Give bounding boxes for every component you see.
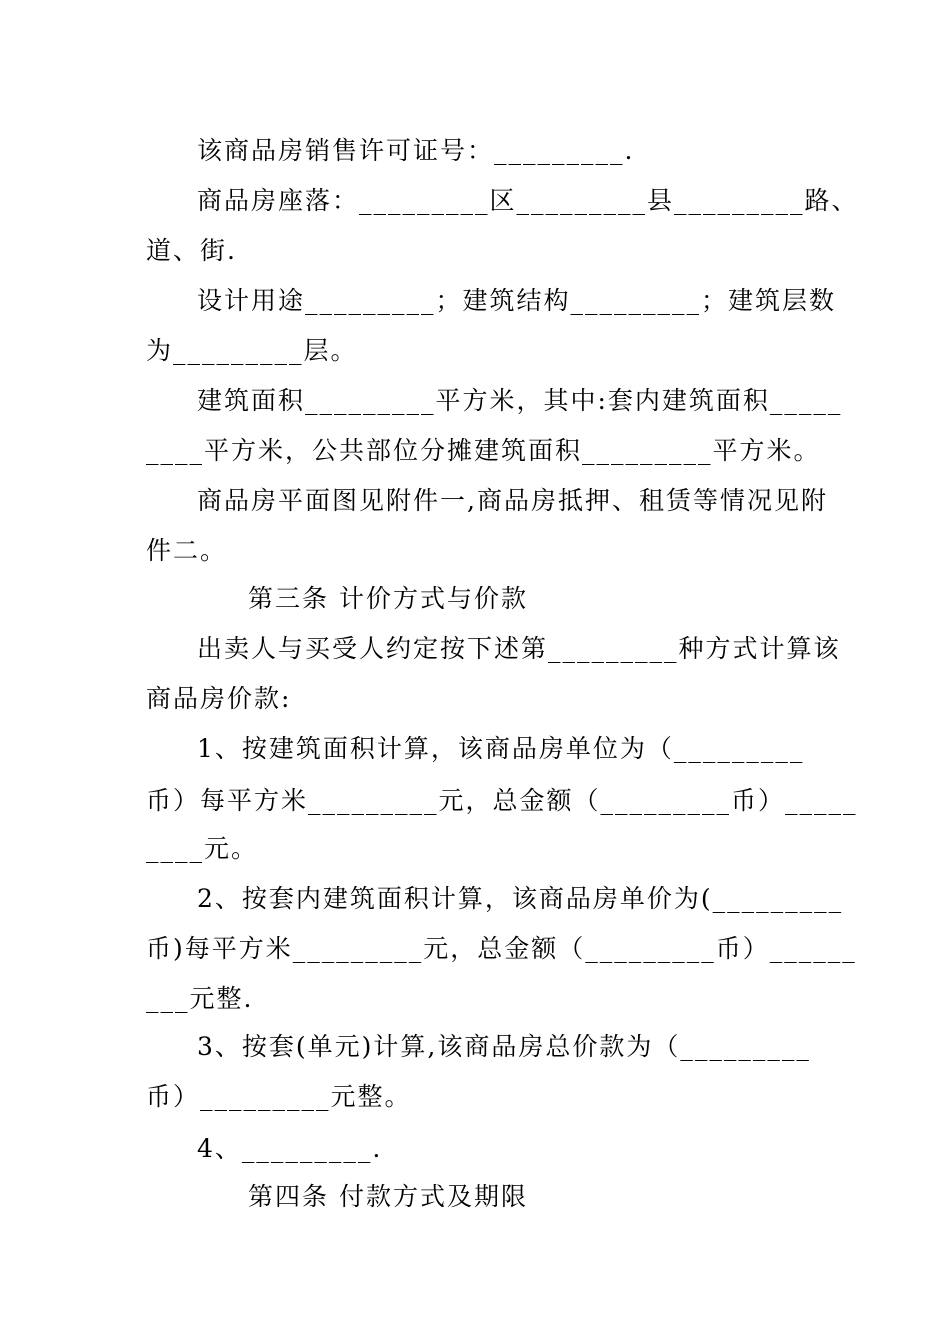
location-line: 商品房座落：_________区_________县_________路、 — [197, 186, 859, 215]
attachment-line: 商品房平面图见附件一,商品房抵押、租赁等情况见附 — [197, 486, 828, 515]
attachment-line-cont: 件二。 — [146, 536, 228, 565]
method-3-line-cont: 币）_________元整。 — [146, 1082, 412, 1111]
method-2-line-end: ___元整. — [146, 984, 254, 1013]
pricing-method-line-cont: 商品房价款: — [146, 684, 292, 713]
location-line-cont: 道、街. — [146, 236, 237, 265]
design-use-line-cont: 为_________层。 — [146, 336, 358, 365]
method-1-line-cont: 币）每平方米_________元，总金额（_________币）_____ — [146, 786, 858, 815]
method-1-line: 1、按建筑面积计算，该商品房单位为（_________ — [197, 734, 805, 763]
area-line: 建筑面积_________平方米，其中:套内建筑面积_____ — [197, 386, 843, 415]
method-2-line: 2、按套内建筑面积计算，该商品房单价为(_________ — [197, 884, 844, 913]
method-2-line-cont: 币)每平方米_________元，总金额（_________币）______ — [146, 934, 857, 963]
area-line-cont: ____平方米，公共部位分摊建筑面积_________平方米。 — [146, 436, 821, 465]
method-4-line: 4、_________. — [197, 1134, 383, 1163]
license-number-line: 该商品房销售许可证号：_________. — [197, 136, 635, 165]
article-4-heading: 第四条 付款方式及期限 — [248, 1182, 528, 1211]
design-use-line: 设计用途_________；建筑结构_________；建筑层数 — [197, 286, 837, 315]
method-1-line-end: ____元。 — [146, 834, 259, 863]
article-3-heading: 第三条 计价方式与价款 — [248, 584, 528, 613]
method-3-line: 3、按套(单元)计算,该商品房总价款为（_________ — [197, 1032, 811, 1061]
pricing-method-line: 出卖人与买受人约定按下述第_________种方式计算该 — [197, 634, 841, 663]
